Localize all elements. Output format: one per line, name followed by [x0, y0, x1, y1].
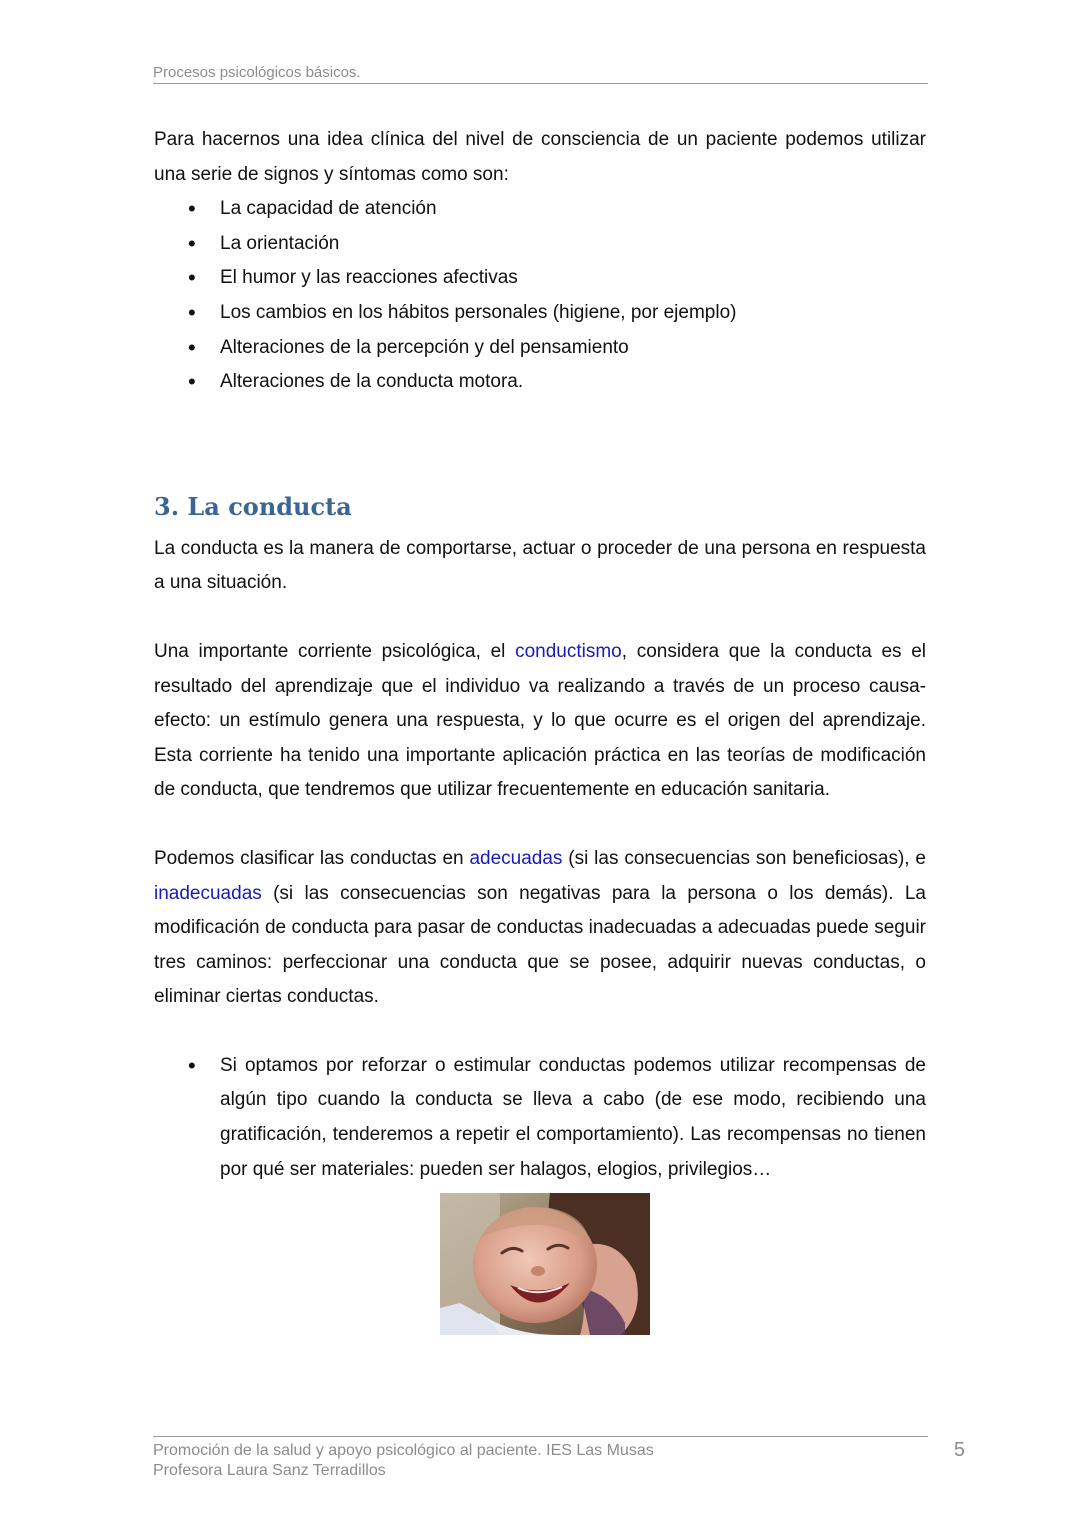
signs-list	[154, 192, 926, 400]
page-header	[153, 64, 928, 84]
list-item: • Alteraciones de la conducta motora.	[220, 365, 926, 400]
list-item: • La capacidad de atención	[220, 192, 926, 227]
page-number: 5	[953, 1439, 965, 1461]
list-item: • La orientación	[220, 227, 926, 262]
baby-photo	[440, 1193, 650, 1335]
behaviorism-text-before: Una importante corriente psicológica, el	[154, 640, 516, 662]
list-item: • El humor y las reacciones afectivas	[220, 261, 926, 296]
footer-teacher: Profesora Laura Sanz Terradillos	[153, 1462, 386, 1479]
header-title: Procesos psicológicos básicos.	[153, 64, 361, 81]
definition-paragraph: La conducta es la manera de comportarse, actuar o proceder de una persona en respuesta a una situación.	[154, 537, 926, 594]
classification-text-middle: (si las consecuencias son beneficiosas), e	[562, 847, 926, 869]
behaviorism-link[interactable]: conductismo	[515, 640, 622, 662]
reinforcement-list	[154, 1049, 926, 1187]
inadequate-link[interactable]: inadecuadas	[154, 882, 262, 904]
list-item: • Alteraciones de la percepción y del pensamiento	[220, 331, 926, 366]
behaviorism-text-after: , considera que la conducta es el resultado del aprendizaje que el individuo va realizando a través de un proceso causa-efecto: un estímulo genera una respuesta, y lo que ocurre es el origen del aprendizaje. Esta corriente ha tenido una importante aplicación práctica en las teorías de modificación de conducta, que tendremos que utilizar frecuentemente en educación sanitaria.	[154, 640, 926, 801]
section-heading: 3. La conducta	[154, 491, 352, 521]
intro-paragraph: Para hacernos una idea clínica del nivel de consciencia de un paciente podemos utilizar una serie de signos y síntomas como son:	[154, 129, 926, 185]
list-item: • Si optamos por reforzar o estimular conductas podemos utilizar recompensas de algún tipo cuando la conducta se lleva a cabo (de ese modo, recibiendo una gratificación, tenderemos a repetir el comportamiento). Las recompensas no tienen por qué ser materiales: pueden ser halagos, elogios, privilegios…	[220, 1049, 926, 1187]
page-content	[154, 123, 926, 1335]
baby-photo-illustration	[440, 1193, 650, 1335]
behaviorism-paragraph	[154, 635, 926, 808]
photo-container	[154, 1193, 926, 1335]
list-item: • Los cambios en los hábitos personales (higiene, por ejemplo)	[220, 296, 926, 331]
page-footer	[153, 1436, 965, 1481]
footer-course: Promoción de la salud y apoyo psicológico al paciente. IES Las Musas	[153, 1442, 654, 1459]
adequate-link[interactable]: adecuadas	[469, 847, 563, 869]
classification-text-before: Podemos clasificar las conductas en	[154, 847, 470, 869]
classification-text-after: (si las consecuencias son negativas para la persona o los demás). La modificación de conducta para pasar de conductas inadecuadas a adecuadas puede seguir tres caminos: perfeccionar una conducta que se posee, adquirir nuevas conductas, o eliminar ciertas conductas.	[154, 882, 926, 1008]
classification-paragraph	[154, 842, 926, 1015]
